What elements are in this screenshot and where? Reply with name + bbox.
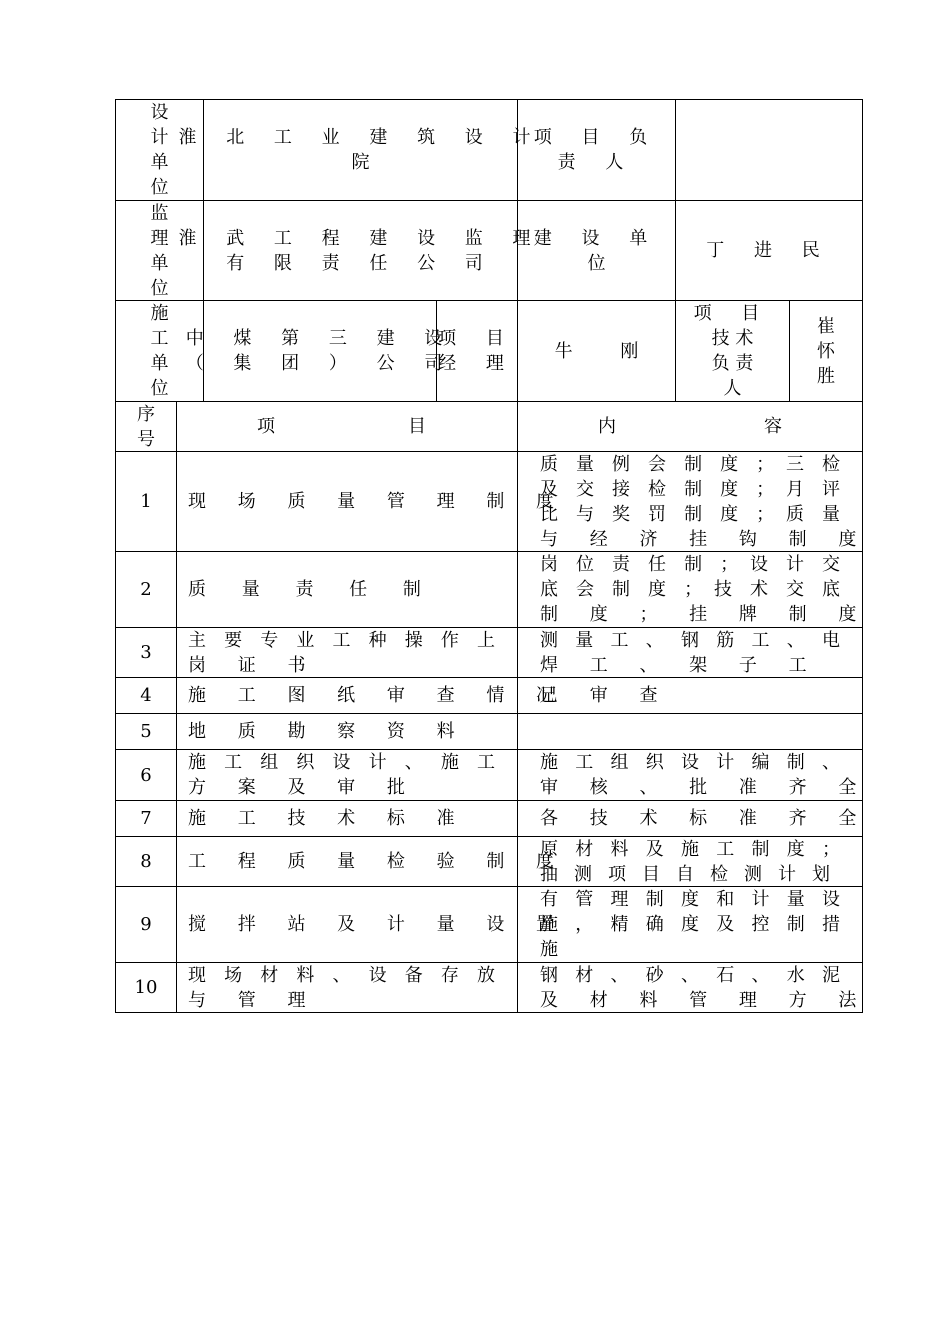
row-10-content: 钢 材 、 砂 、 石 、 水 泥 及 材 料 管 理 方 法 [540, 964, 870, 1011]
tech-leader-label: 项 目 技 术 负 责 人 [693, 303, 772, 399]
construction-unit-label: 施 工 单 位 [150, 303, 169, 399]
tech-leader-value: 崔 怀 胜 [817, 315, 835, 387]
row-4-content: 已 审 查 [540, 685, 671, 706]
construction-unit-value: 中 煤 第 三 建 设 （ 集 团 ） 公 司 [185, 328, 455, 374]
row-9-content: 有 管 理 制 度 和 计 量 设 施 ， 精 确 度 及 控 制 措 施 [540, 889, 840, 960]
column-header-index: 序 号 [137, 403, 155, 450]
supervision-unit-value: 淮 武 工 程 建 设 监 理 有 限 责 任 公 司 [178, 227, 543, 274]
row-4-number: 4 [140, 685, 152, 706]
column-header-content: 内 容 [598, 416, 782, 437]
row-9-item: 搅 拌 站 及 计 量 设 置 [188, 914, 568, 935]
row-5-number: 5 [140, 721, 152, 742]
row-8-item: 工 程 质 量 检 验 制 度 [188, 851, 568, 872]
construction-owner-label: 建 设 单 位 [533, 227, 660, 274]
row-1-item: 现 场 质 量 管 理 制 度 [188, 491, 568, 512]
row-5-content [518, 714, 862, 749]
design-unit-value: 淮 北 工 业 建 筑 设 计 院 [178, 127, 543, 173]
row-10-number: 10 [134, 977, 158, 998]
design-unit-label: 设 计 单 位 [150, 102, 169, 198]
row-6-content: 施 工 组 织 设 计 编 制 、 审 核 、 批 准 齐 全 [540, 752, 870, 798]
row-8-number: 8 [140, 851, 152, 872]
project-manager-value: 牛 刚 [554, 340, 639, 362]
row-2-content: 岗 位 责 任 制 ； 设 计 交 底 会 制 度 ； 技 术 交 底 制 度 ； 挂 牌 制 度 [540, 554, 870, 625]
row-3-content: 测 量 工 、 钢 筋 工 、 电 焊 工 、 架 子 工 [540, 629, 840, 676]
row-9-number: 9 [140, 914, 152, 935]
row-1-number: 1 [140, 491, 152, 512]
project-manager-label: 项 目 经 理 [438, 328, 516, 374]
row-2-item: 质 量 责 任 制 [188, 579, 436, 600]
row-4-item: 施 工 图 纸 审 查 情 况 [188, 685, 568, 706]
row-6-number: 6 [140, 764, 152, 786]
supervision-unit-label: 监 理 单 位 [150, 202, 169, 299]
column-header-item: 项 目 [257, 416, 426, 437]
project-leader-label: 项 目 负 责 人 [533, 127, 660, 173]
row-7-number: 7 [140, 808, 152, 829]
project-leader-value [676, 100, 862, 200]
row-10-item: 现 场 材 料 、 设 备 存 放 与 管 理 [188, 964, 495, 1011]
row-3-item: 主 要 专 业 工 种 操 作 上 岗 证 书 [188, 629, 495, 676]
construction-owner-value: 丁 进 民 [706, 240, 832, 261]
row-6-item: 施 工 组 织 设 计 、 施 工 方 案 及 审 批 [188, 752, 495, 798]
row-8-content: 原 材 料 及 施 工 制 度 ； 抽 测 项 目 自 检 测 计 划 [540, 838, 840, 885]
row-7-content: 各 技 术 标 准 齐 全 [540, 808, 870, 829]
row-2-number: 2 [140, 579, 152, 600]
row-5-item: 地 质 勘 察 资 料 [188, 721, 468, 742]
row-1-content: 质 量 例 会 制 度 ； 三 检 及 交 接 检 制 度 ； 月 评 比 与 奖 罚 制 度 ； 质 量 与 经 济 挂 钩 制 度 [540, 453, 870, 550]
row-3-number: 3 [140, 642, 152, 663]
row-7-item: 施 工 技 术 标 准 [188, 808, 468, 829]
